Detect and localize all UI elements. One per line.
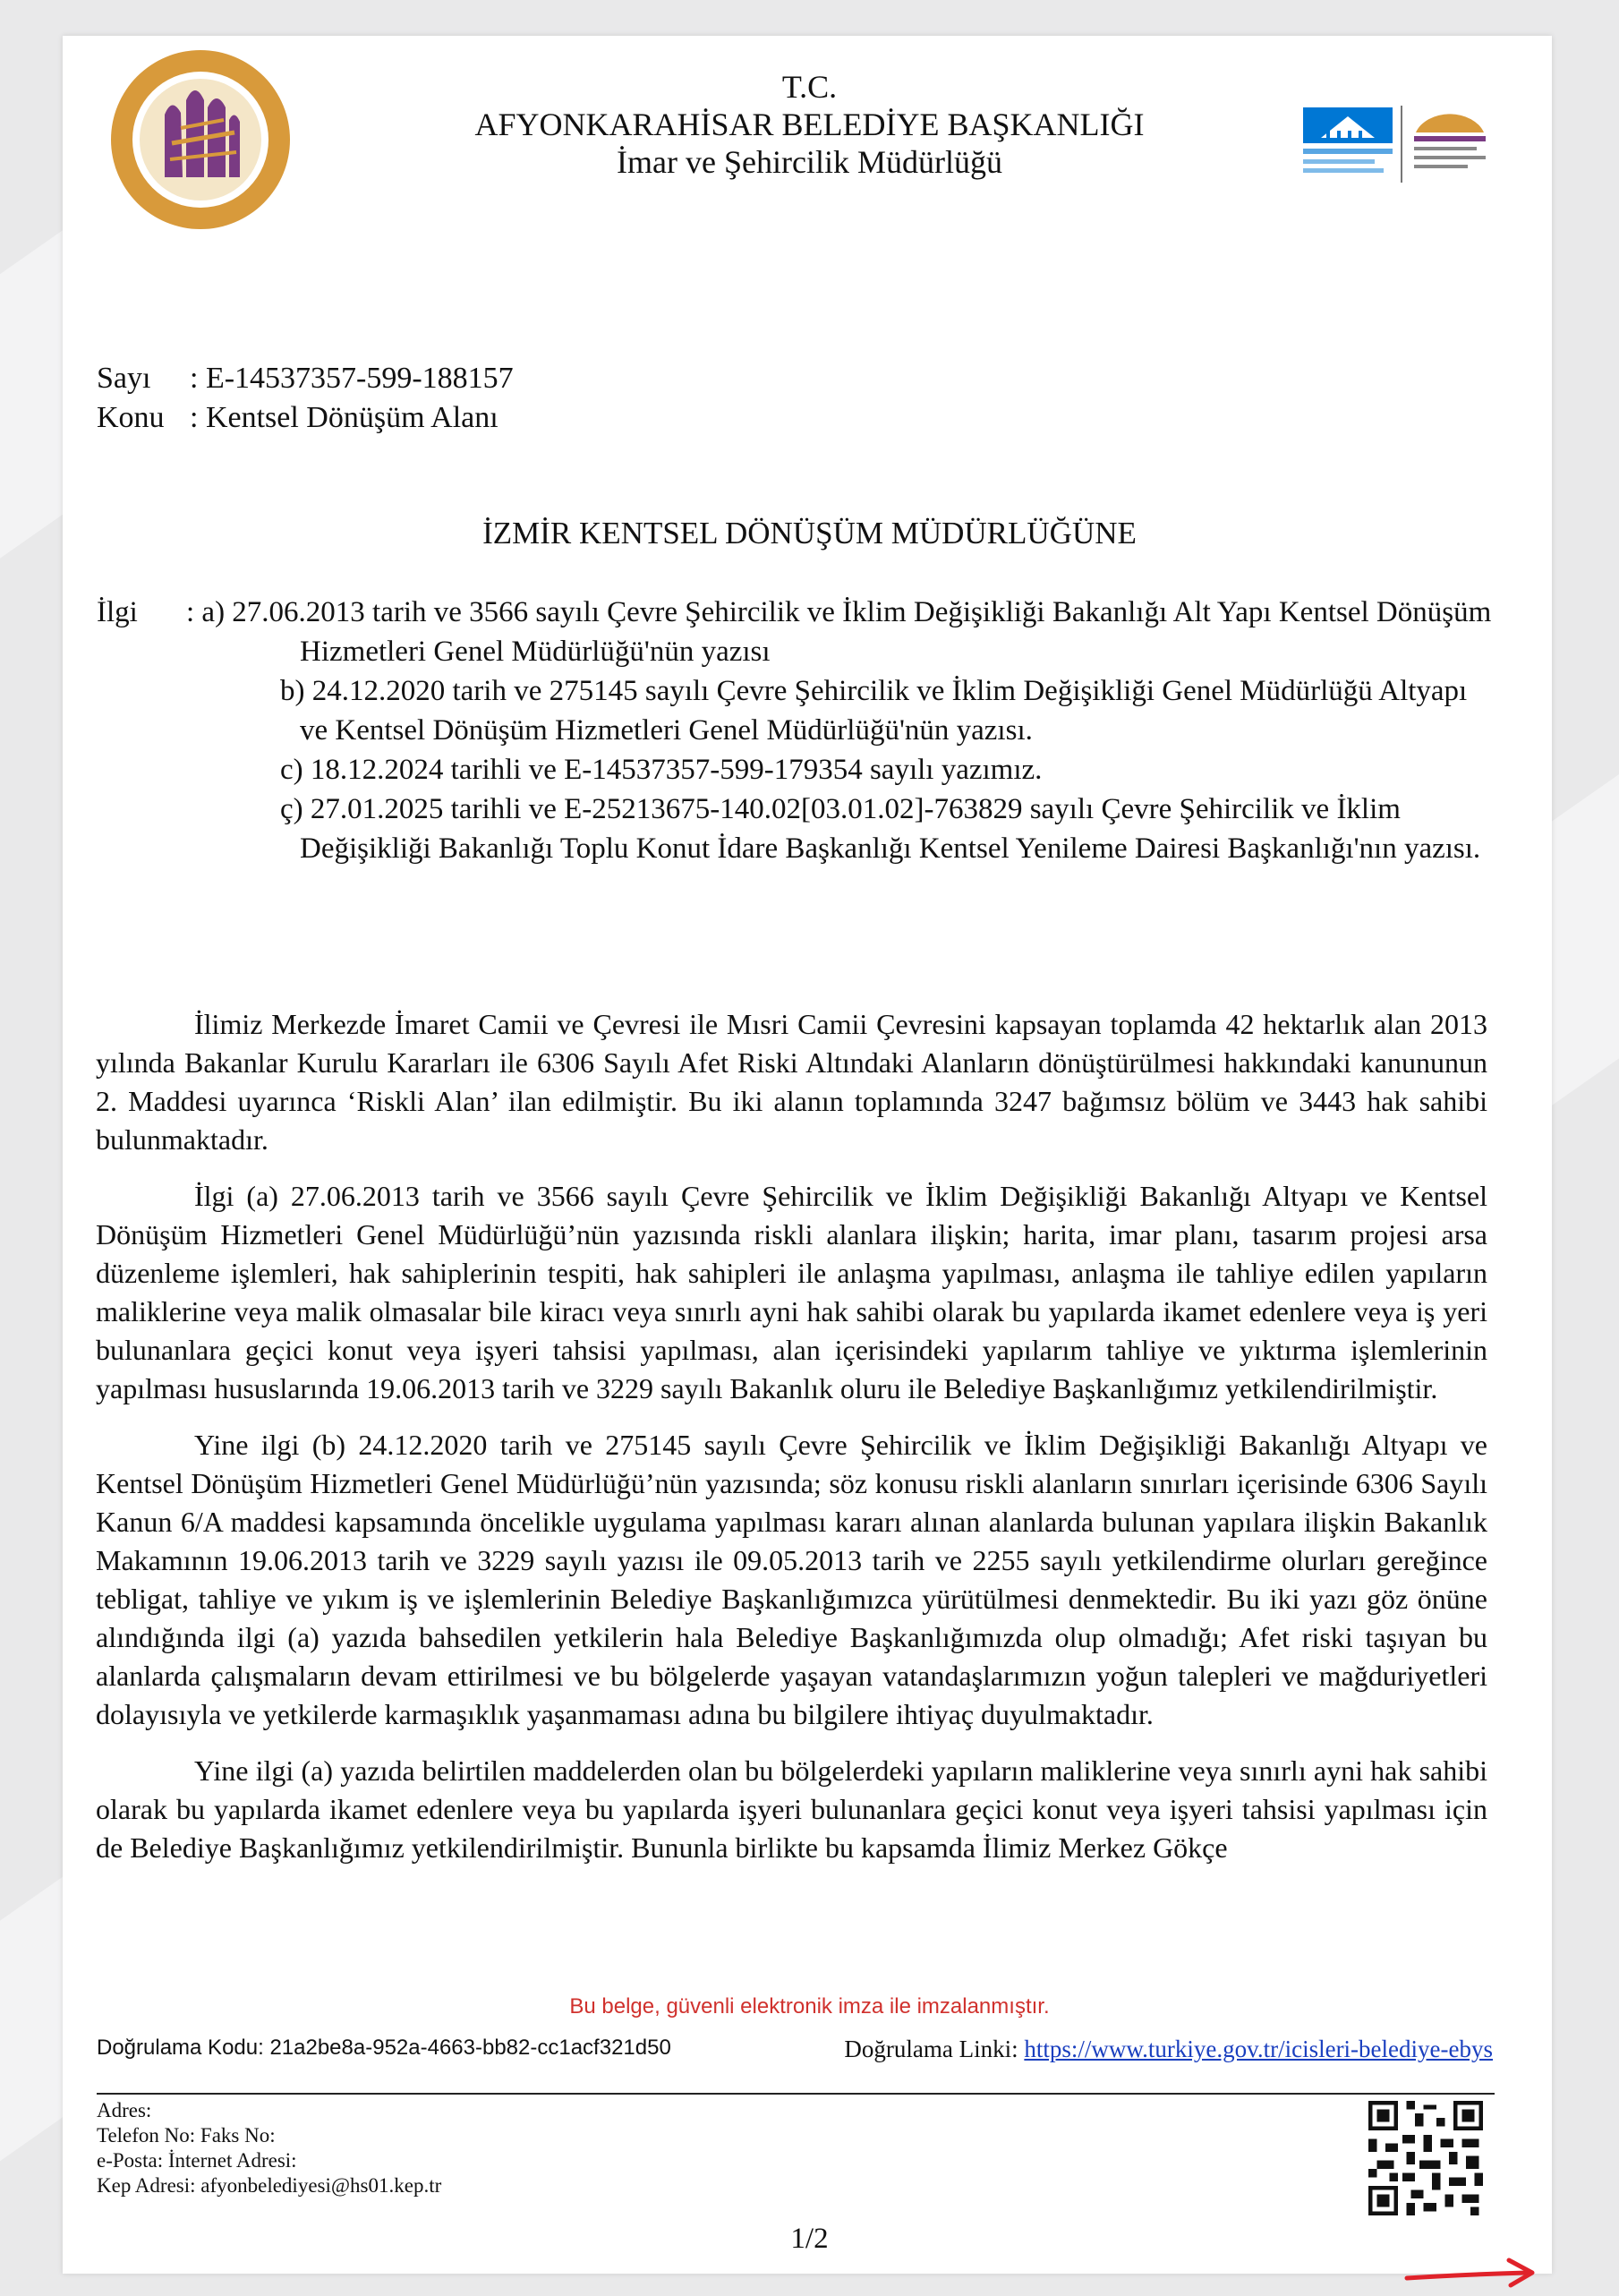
unesco-logo (1299, 100, 1496, 190)
konu-label: Konu (97, 401, 165, 434)
sayi-value: : E-14537357-599-188157 (190, 362, 514, 395)
body-paragraph: İlimiz Merkezde İmaret Camii ve Çevresi ile Mısri Camii Çevresini kapsayan toplamda 42 hektarlık alan 2013 yılında Bakanlar Kurulu Kararları ile 6306 Sayılı Afet Riski Altındaki Alanların dönüştürülmesi hakkındaki kanununun 2. Maddesi uyarınca ‘Riskli Alan’ ilan edilmiştir. Bu iki alanın toplamında 3247 bağımsız bölüm ve 3443 hak sahibi bulunmaktadır. (96, 1008, 1487, 1156)
qr-code (1364, 2096, 1487, 2220)
header-line-department: İmar ve Şehircilik Müdürlüğü (617, 144, 1002, 180)
footer-contact (97, 2098, 441, 2198)
letter-body (96, 1005, 1487, 1885)
footer-address: Adres: (97, 2099, 152, 2121)
sayi-label: Sayı (97, 362, 151, 395)
verification-code: Doğrulama Kodu: 21a2be8a-952a-4663-bb82-cc1acf321d50 (97, 2036, 671, 2060)
reference-item: b) 24.12.2020 tarih ve 275145 sayılı Çevre Şehircilik ve İklim Değişikliği Genel Müdürlüğü Altyapı ve Kentsel Dönüşüm Hizmetleri Genel Müdürlüğü'nün yazısı. (280, 675, 1468, 747)
page-number: 1/2 (790, 2223, 829, 2255)
arrow-right-icon (1402, 2251, 1545, 2296)
references-label: İlgi (97, 596, 138, 628)
header-line-institution: AFYONKARAHİSAR BELEDİYE BAŞKANLIĞI (474, 107, 1145, 142)
document-subject (97, 398, 498, 438)
footer-phone-fax: Telefon No: Faks No: (97, 2124, 276, 2147)
header-line-tc: T.C. (781, 69, 838, 105)
body-paragraph: Yine ilgi (b) 24.12.2020 tarih ve 275145 sayılı Çevre Şehircilik ve İklim Değişikliği Bakanlığı Altyapı ve Kentsel Dönüşüm Hizmetleri Genel Müdürlüğü’nün yazısında; söz konusu riskli alanların sınırları içerisinde 6306 Sayılı Kanun 6/A maddesi kapsamında öncelikle uygulama yapılması kararı alınan alanlarda bulunan yapılara ilişkin Bakanlık Makamının 19.06.2013 tarih ve 3229 sayılı yazısı ile 09.05.2013 tarih ve 2255 sayılı yetkilendirme olurları gereğince tebligat, tahliye ve yıkım iş ve işlemlerinin Belediye Başkanlığımızca yürütülmesi denmektedir. Bu iki yazı göz önüne alındığında ilgi (a) yazıda bahsedilen yetkilerin hala Belediye Başkanlığımızda olup olmadığı; Afet riski taşıyan bu alanlarda çalışmaların devam ettirilmesi ve bu bölgelerde yaşayan vatandaşlarımızın yoğun talepleri ve mağduriyetleri dolayısıyla ve yetkilerde karmaşıklık yaşanmaması adına bu bilgilere ihtiyaç duyulmaktadır. (96, 1429, 1487, 1730)
partner-logos (1299, 100, 1496, 190)
body-paragraph: Yine ilgi (a) yazıda belirtilen maddelerden olan bu bölgelerdeki yapıların maliklerine veya sınırlı ayni hak sahibi olarak bu yapılarda ikamet edenlere veya bu yapılarda işyeri bulunanlara geçici konut veya işyeri tahsisi yapılması için de Belediye Başkanlığımız yetkilendirilmiştir. Bununla birlikte bu kapsamda İlimiz Merkez Gökçe (96, 1754, 1487, 1864)
footer-divider (97, 2093, 1495, 2095)
verification-link-row (844, 2036, 1493, 2063)
verification-link-label: Doğrulama Linki: (844, 2036, 1018, 2062)
reference-item: : a) 27.06.2013 tarih ve 3566 sayılı Çevre Şehircilik ve İklim Değişikliği Bakanlığı Alt Yapı Kentsel Dönüşüm Hizmetleri Genel Müdürlüğü'nün yazısı (186, 596, 1492, 668)
footer-kep-address: Kep Adresi: afyonbelediyesi@hs01.kep.tr (97, 2174, 442, 2197)
body-paragraph: İlgi (a) 27.06.2013 tarih ve 3566 sayılı Çevre Şehircilik ve İklim Değişikliği Bakanlığı Altyapı ve Kentsel Dönüşüm Hizmetleri Genel Müdürlüğü’nün yazısında riskli alanlara ilişkin; harita, imar planı, tasarım projesi arsa düzenleme işlemleri, hak sahiplerinin tespiti, hak sahipleri ile anlaşma yapılması, anlaşma ile tahliye edilen yapıların maliklerine veya malik olmasalar bile kiracı veya sınırlı ayni hak sahibi olarak bu yapılarda ikamet edenlere veya iş yeri bulunanlara geçici konut veya işyeri tahsisi yapılması, alan içerisindeki yapılarım tahliye ve yıktırma işlemlerinin yapılması hususlarında 19.06.2013 tarih ve 3229 sayılı Bakanlık oluru ile Belediye Başkanlığımız yetkilendirilmiştir. (96, 1180, 1487, 1404)
footer-email-web: e-Posta: İnternet Adresi: (97, 2149, 297, 2172)
konu-value: : Kentsel Dönüşüm Alanı (190, 401, 498, 434)
document-number (97, 359, 514, 398)
reference-item: c) 18.12.2024 tarihli ve E-14537357-599-179354 sayılı yazımız. (280, 754, 1043, 786)
e-signature-note: Bu belge, güvenli elektronik imza ile imzalanmıştır. (569, 1994, 1050, 2019)
addressee: İZMİR KENTSEL DÖNÜŞÜM MÜDÜRLÜĞÜNE (482, 516, 1137, 551)
verification-link[interactable]: https://www.turkiye.gov.tr/icisleri-belediye-ebys (1024, 2036, 1493, 2062)
reference-item: ç) 27.01.2025 tarihli ve E-25213675-140.02[03.01.02]-763829 sayılı Çevre Şehircilik ve İklim Değişikliği Bakanlığı Toplu Konut İdare Başkanlığı Kentsel Yenileme Dairesi Başkanlığı'nın yazısı. (280, 793, 1481, 865)
